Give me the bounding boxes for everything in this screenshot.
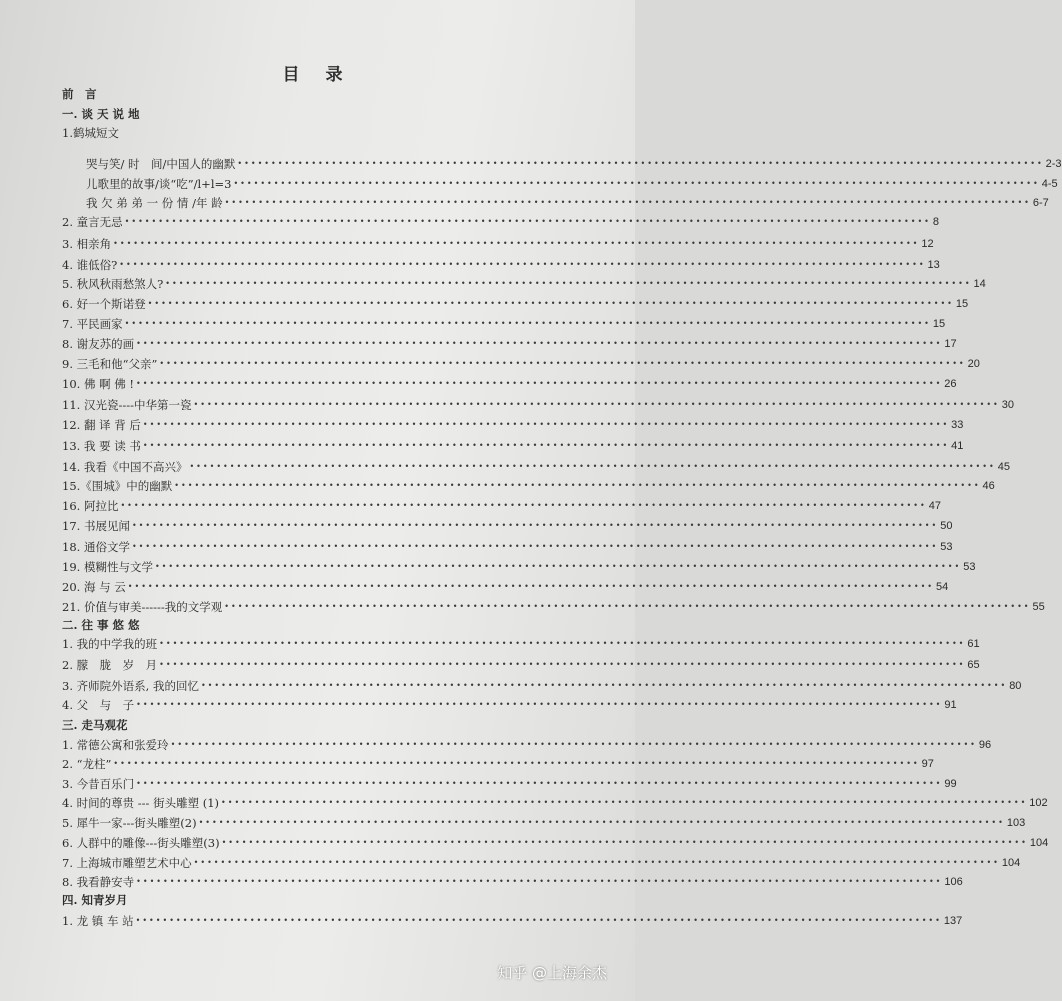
toc-leader-dots: •••••••••••••••••••••••••••••••••••••••••••••••••••••••••••••••••••••••••••••••••••••••••••••••••••••••••••••••••••••••• — [221, 838, 1028, 847]
toc-page-number: 30 — [1001, 399, 1014, 411]
toc-page-number: 2-3 — [1045, 158, 1062, 170]
toc-entry — [86, 174, 1058, 194]
toc-page-number: 6-7 — [1032, 197, 1049, 209]
toc-entry — [62, 833, 1049, 853]
toc-entry — [62, 537, 953, 557]
toc-entry-label: 5. 犀牛一家---街头雕塑(2) — [62, 816, 197, 830]
toc-entry-label: 10. 佛 啊 佛 ! — [62, 377, 135, 391]
toc-entry-label: 二. 往 事 悠 悠 — [62, 618, 140, 632]
toc-entry — [62, 813, 1026, 833]
toc-page-number: 55 — [1032, 601, 1045, 613]
toc-entry-label: 16. 阿拉比 — [62, 499, 119, 513]
toc-entry — [62, 123, 362, 143]
toc-entry — [62, 516, 953, 536]
toc-leader-dots: •••••••••••••••••••••••••••••••••••••••••••••••••••••••••••••••••••••••••••••••••••••••••••••••••••••••••••••••••••••••• — [124, 217, 931, 226]
toc-section-heading — [62, 890, 362, 910]
toc-entry-label: 1.鹤城短文 — [62, 126, 119, 140]
toc-entry-label: 儿歌里的故事/谈“吃”/l+l=3 — [86, 177, 232, 191]
toc-entry-label: 2. “龙柱” — [62, 757, 112, 771]
toc-leader-dots: •••••••••••••••••••••••••••••••••••••••••••••••••••••••••••••••••••••••••••••••••••••••••••••••••••••••••••••••••••••••• — [119, 260, 926, 269]
toc-page-number: 91 — [944, 699, 957, 711]
toc-entry-label: 8. 谢友苏的画 — [62, 337, 135, 351]
toc-entry-label: 四. 知青岁月 — [62, 893, 128, 907]
toc-leader-dots: •••••••••••••••••••••••••••••••••••••••••••••••••••••••••••••••••••••••••••••••••••••••••••••••••••••••••••••••••••••••• — [142, 420, 950, 429]
toc-leader-dots: •••••••••••••••••••••••••••••••••••••••••••••••••••••••••••••••••••••••••••••••••••••••••••••••••••••••••••••••••••••••• — [131, 542, 939, 551]
toc-entry-label: 12. 翻 译 背 后 — [62, 418, 141, 432]
toc-leader-dots: •••••••••••••••••••••••••••••••••••••••••••••••••••••••••••••••••••••••••••••••••••••••••••••••••••••••••••••••••••••••• — [136, 877, 943, 886]
toc-entry-label: 11. 汉光瓷----中华第一瓷 — [62, 398, 192, 412]
toc-entry-label: 7. 上海城市雕塑艺术中心 — [62, 856, 192, 870]
toc-entry-label: 9. 三毛和他“父亲” — [62, 357, 158, 371]
toc-entry-label: 6. 好一个斯诺登 — [62, 297, 146, 311]
toc-leader-dots: •••••••••••••••••••••••••••••••••••••••••••••••••••••••••••••••••••••••••••••••••••••••••••••••••••••••••••••••••••••••• — [233, 179, 1040, 188]
toc-page-number: 17 — [944, 338, 957, 350]
toc-entry-label: 3. 今昔百乐门 — [62, 777, 135, 791]
toc-entry-label: 17. 书展见闻 — [62, 519, 130, 533]
toc-leader-dots: •••••••••••••••••••••••••••••••••••••••••••••••••••••••••••••••••••••••••••••••••••••••••••••••••••••••••••••••••••••••• — [113, 759, 920, 768]
toc-entry — [62, 255, 940, 275]
toc-leader-dots: •••••••••••••••••••••••••••••••••••••••••••••••••••••••••••••••••••••••••••••••••••••••••••••••••••••••••••••••••••••••• — [124, 319, 931, 328]
toc-entry — [62, 634, 980, 654]
toc-page-number: 20 — [967, 358, 980, 370]
toc-entry-label: 我 欠 弟 弟 一 份 情 /年 龄 — [86, 196, 223, 210]
toc-leader-dots: •••••••••••••••••••••••••••••••••••••••••••••••••••••••••••••••••••••••••••••••••••••••••••••••••••••••••••••••••••••••• — [136, 339, 943, 348]
toc-leader-dots: •••••••••••••••••••••••••••••••••••••••••••••••••••••••••••••••••••••••••••••••••••••••••••••••••••••••••••••••••••••••• — [142, 441, 950, 450]
toc-page-number: 104 — [1029, 837, 1049, 849]
toc-entry-label: 13. 我 要 读 书 — [62, 439, 141, 453]
toc-entry-label: 1. 龙 镇 车 站 — [62, 914, 134, 928]
toc-leader-dots: •••••••••••••••••••••••••••••••••••••••••••••••••••••••••••••••••••••••••••••••••••••••••••••••••••••••••••••••••••••••• — [224, 198, 1031, 207]
toc-entry-label: 三. 走马观花 — [62, 718, 128, 732]
toc-entry — [62, 676, 1022, 696]
toc-entry-label: 4. 谁低俗? — [62, 258, 118, 272]
toc-section-heading — [62, 615, 362, 635]
toc-entry-label: 1. 常德公寓和张爱玲 — [62, 738, 169, 752]
toc-entry-label: 哭与笑/ 时 间/中国人的幽默 — [86, 157, 236, 171]
toc-leader-dots: •••••••••••••••••••••••••••••••••••••••••••••••••••••••••••••••••••••••••••••••••••••••••••••••••••••••••••••••••••••••• — [193, 400, 1000, 409]
toc-entry — [62, 655, 980, 675]
toc-section-heading — [62, 84, 362, 104]
toc-entry — [62, 735, 992, 755]
toc-entry-label: 6. 人群中的雕像---街头雕塑(3) — [62, 836, 220, 850]
toc-entry — [86, 193, 1049, 213]
toc-page-number: 80 — [1009, 680, 1022, 692]
toc-leader-dots: •••••••••••••••••••••••••••••••••••••••••••••••••••••••••••••••••••••••••••••••••••••••••••••••••••••••••••••••••••••••• — [131, 521, 939, 530]
toc-entry-label: 8. 我看静安寺 — [62, 875, 135, 889]
toc-leader-dots: •••••••••••••••••••••••••••••••••••••••••••••••••••••••••••••••••••••••••••••••••••••••••••••••••••••••••••••••••••••••• — [136, 779, 943, 788]
toc-leader-dots: •••••••••••••••••••••••••••••••••••••••••••••••••••••••••••••••••••••••••••••••••••••••••••••••••••••••••••••••••••••••• — [221, 798, 1028, 807]
toc-leader-dots: •••••••••••••••••••••••••••••••••••••••••••••••••••••••••••••••••••••••••••••••••••••••••••••••••••••••••••••••••••••••• — [147, 299, 954, 308]
toc-page-number: 104 — [1001, 857, 1021, 869]
toc-page-number: 15 — [955, 298, 969, 310]
toc-entry-label: 15.《围城》中的幽默 — [62, 479, 173, 493]
toc-entry-label: 4. 时间的尊贵 --- 街头雕塑 (1) — [62, 796, 220, 810]
toc-leader-dots: •••••••••••••••••••••••••••••••••••••••••••••••••••••••••••••••••••••••••••••••••••••••••••••••••••••••••••••••••••••••• — [170, 740, 977, 749]
toc-entry — [62, 754, 934, 774]
toc-leader-dots: •••••••••••••••••••••••••••••••••••••••••••••••••••••••••••••••••••••••••••••••••••••••••••••••••••••••••••••••••••••••• — [135, 916, 942, 925]
toc-entry-label: 前 言 — [62, 87, 97, 101]
toc-entry-label: 20. 海 与 云 — [62, 580, 126, 594]
toc-page-number: 33 — [951, 419, 964, 431]
toc-page-number: 8 — [932, 216, 940, 228]
toc-page-number: 47 — [928, 500, 941, 512]
toc-section-heading — [62, 104, 362, 124]
toc-entry — [62, 354, 980, 374]
toc-page-number: 46 — [982, 480, 995, 492]
toc-page-number: 41 — [951, 440, 964, 452]
toc-entry — [62, 274, 986, 294]
toc-entry-label: 2. 童言无忌 — [62, 215, 123, 229]
toc-leader-dots: •••••••••••••••••••••••••••••••••••••••••••••••••••••••••••••••••••••••••••••••••••••••••••••••••••••••••••••••••••••••• — [154, 562, 962, 571]
toc-section-heading — [62, 715, 362, 735]
toc-entry — [62, 395, 1014, 415]
toc-leader-dots: •••••••••••••••••••••••••••••••••••••••••••••••••••••••••••••••••••••••••••••••••••••••••••••••••••••••••••••••••••••••• — [198, 818, 1005, 827]
toc-entry-label: 18. 通俗文学 — [62, 540, 130, 554]
toc-page-number: 61 — [967, 638, 980, 650]
toc-entry — [62, 294, 969, 314]
toc-page-number: 137 — [943, 915, 963, 927]
toc-page-number: 53 — [963, 561, 976, 573]
toc-leader-dots: •••••••••••••••••••••••••••••••••••••••••••••••••••••••••••••••••••••••••••••••••••••••••••••••••••••••••••••••••••••••• — [136, 700, 943, 709]
toc-entry — [62, 577, 949, 597]
toc-leader-dots: •••••••••••••••••••••••••••••••••••••••••••••••••••••••••••••••••••••••••••••••••••••••••••••••••••••••••••••••••••••••• — [113, 239, 920, 248]
toc-entry — [86, 154, 1062, 174]
toc-page-number: 12 — [921, 238, 934, 250]
toc-page-number: 4-5 — [1041, 178, 1058, 190]
toc-page-number: 53 — [940, 541, 953, 553]
toc-leader-dots: •••••••••••••••••••••••••••••••••••••••••••••••••••••••••••••••••••••••••••••••••••••••••••••••••••••••••••••••••••••••• — [165, 279, 972, 288]
toc-entry — [62, 314, 946, 334]
toc-entry — [62, 911, 963, 931]
toc-entry-label: 14. 我看《中国不高兴》 — [62, 460, 188, 474]
toc-page-number: 65 — [967, 659, 980, 671]
toc-entry — [62, 212, 940, 232]
toc-leader-dots: •••••••••••••••••••••••••••••••••••••••••••••••••••••••••••••••••••••••••••••••••••••••••••••••••••••••••••••••••••••••• — [174, 481, 981, 490]
toc-entry — [62, 557, 976, 577]
toc-leader-dots: •••••••••••••••••••••••••••••••••••••••••••••••••••••••••••••••••••••••••••••••••••••••••••••••••••••••••••••••••••••••• — [200, 681, 1008, 690]
toc-page-number: 26 — [944, 378, 957, 390]
toc-entry — [62, 695, 957, 715]
toc-title: 目 录 — [282, 65, 353, 85]
toc-entry — [62, 334, 957, 354]
toc-leader-dots: •••••••••••••••••••••••••••••••••••••••••••••••••••••••••••••••••••••••••••••••••••••••••••••••••••••••••••••••••••••••• — [224, 602, 1031, 611]
toc-entry-label: 4. 父 与 子 — [62, 698, 135, 712]
toc-page-number: 97 — [921, 758, 934, 770]
toc-leader-dots: •••••••••••••••••••••••••••••••••••••••••••••••••••••••••••••••••••••••••••••••••••••••••••••••••••••••••••••••••••••••• — [127, 582, 935, 591]
toc-entry-label: 1. 我的中学我的班 — [62, 637, 158, 651]
toc-entry — [62, 872, 963, 892]
toc-entry — [62, 457, 1010, 477]
toc-entry-label: 2. 朦 胧 岁 月 — [62, 658, 158, 672]
toc-page-number: 14 — [973, 278, 986, 290]
toc-leader-dots: •••••••••••••••••••••••••••••••••••••••••••••••••••••••••••••••••••••••••••••••••••••••••••••••••••••••••••••••••••••••• — [159, 660, 966, 669]
toc-page-number: 54 — [936, 581, 949, 593]
toc-entry — [62, 853, 1021, 873]
toc-page-number: 96 — [978, 739, 992, 751]
toc-page-number: 106 — [944, 876, 963, 888]
toc-leader-dots: •••••••••••••••••••••••••••••••••••••••••••••••••••••••••••••••••••••••••••••••••••••••••••••••••••••••••••••••••••••••• — [193, 858, 1000, 867]
toc-entry — [62, 793, 1048, 813]
toc-entry — [62, 436, 964, 456]
toc-page-number: 45 — [997, 461, 1010, 473]
toc-page-number: 102 — [1029, 797, 1048, 809]
toc-entry — [62, 597, 1045, 617]
watermark: 知乎 @上海余杰 — [497, 964, 607, 982]
toc-entry-label: 19. 模糊性与文学 — [62, 560, 153, 574]
toc-page-number: 15 — [932, 318, 946, 330]
toc-entry — [62, 496, 941, 516]
toc-entry-label: 21. 价值与审美------我的文学观 — [62, 600, 223, 614]
toc-leader-dots: •••••••••••••••••••••••••••••••••••••••••••••••••••••••••••••••••••••••••••••••••••••••••••••••••••••••••••••••••••••••• — [120, 501, 927, 510]
toc-page-number: 13 — [927, 259, 940, 271]
toc-page-number: 99 — [944, 778, 957, 790]
toc-leader-dots: •••••••••••••••••••••••••••••••••••••••••••••••••••••••••••••••••••••••••••••••••••••••••••••••••••••••••••••••••••••••• — [237, 159, 1044, 168]
toc-page-number: 103 — [1006, 817, 1026, 829]
toc-page-number: 50 — [940, 520, 953, 532]
toc-entry-label: 7. 平民画家 — [62, 317, 123, 331]
toc-leader-dots: •••••••••••••••••••••••••••••••••••••••••••••••••••••••••••••••••••••••••••••••••••••••••••••••••••••••••••••••••••••••• — [159, 359, 966, 368]
toc-entry — [62, 374, 957, 394]
toc-entry-label: 3. 相亲角 — [62, 237, 112, 251]
toc-entry — [62, 774, 957, 794]
toc-entry — [62, 234, 934, 254]
toc-entry — [62, 476, 995, 496]
toc-leader-dots: •••••••••••••••••••••••••••••••••••••••••••••••••••••••••••••••••••••••••••••••••••••••••••••••••••••••••••••••••••••••• — [136, 379, 943, 388]
toc-entry — [62, 415, 964, 435]
toc-leader-dots: •••••••••••••••••••••••••••••••••••••••••••••••••••••••••••••••••••••••••••••••••••••••••••••••••••••••••••••••••••••••• — [159, 639, 966, 648]
toc-entry-label: 一. 谈 天 说 地 — [62, 107, 140, 121]
toc-entry-label: 3. 齐师院外语系, 我的回忆 — [62, 679, 199, 693]
toc-entry-label: 5. 秋风秋雨愁煞人? — [62, 277, 164, 291]
toc-leader-dots: •••••••••••••••••••••••••••••••••••••••••••••••••••••••••••••••••••••••••••••••••••••••••••••••••••••••••••••••••••••••• — [189, 462, 996, 471]
